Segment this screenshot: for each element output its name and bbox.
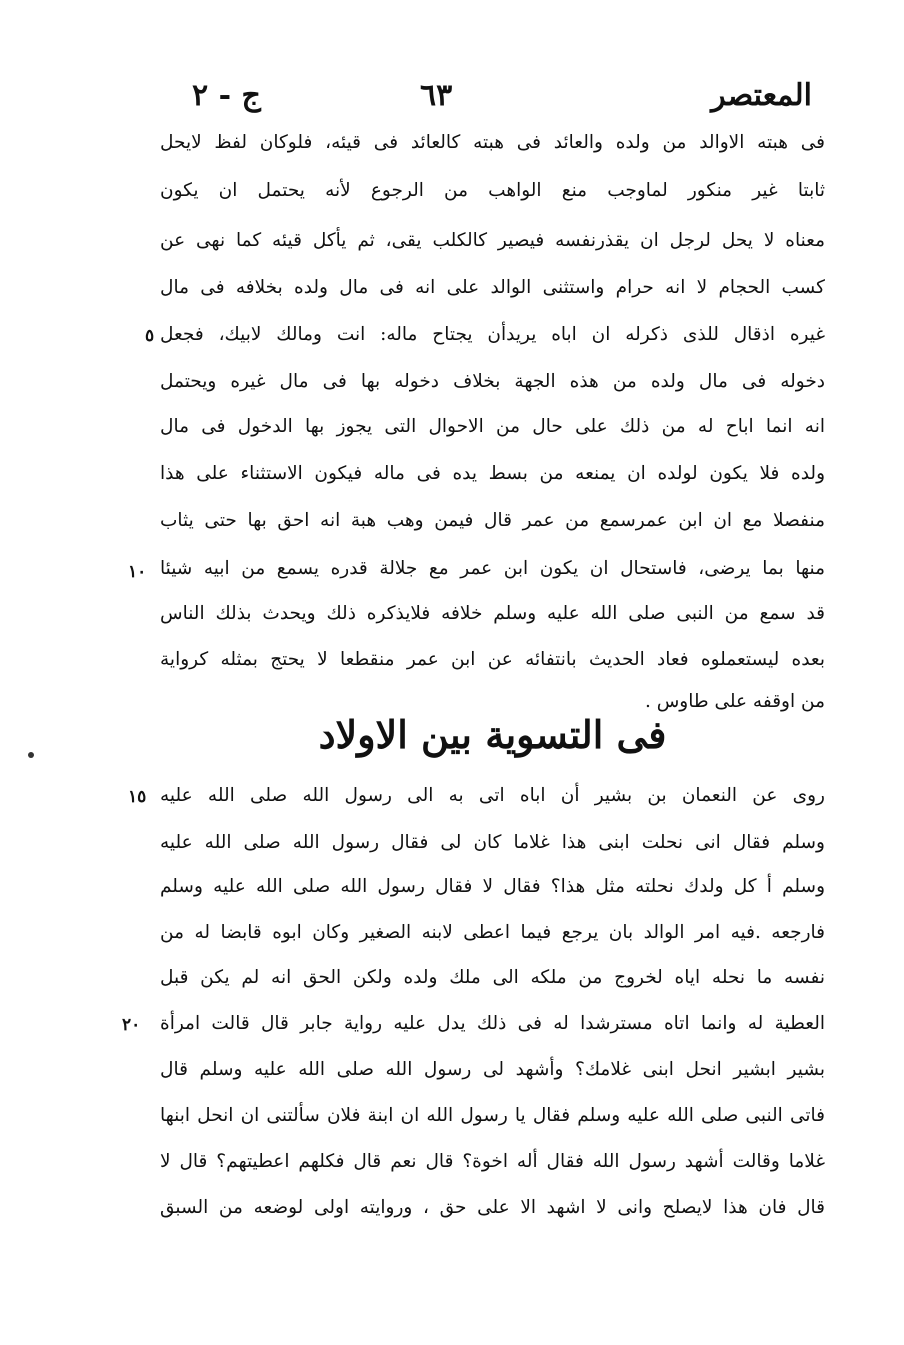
text-line: دخوله فى مال ولده من هذه الجهة بخلاف دخوله بها فى مال غيره ويحتمل: [160, 371, 825, 392]
margin-line-number: ٥: [145, 326, 155, 346]
text-line: فى هبته الاوالد من ولده والعائد فى هبته كالعائد فى قيئه، فلوكان لفظ لايحل: [160, 132, 825, 153]
text-line: بشير ابشير انحل ابنى غلامك؟ وأشهد لى رسول الله صلى الله عليه وسلم قال: [160, 1059, 825, 1080]
volume-label: ج - ٢: [192, 78, 261, 113]
text-line: وسلم أ كل ولدك نحلته مثل هذا؟ فقال لا فقال رسول الله صلى الله عليه وسلم: [160, 876, 825, 897]
book-title: المعتصر: [711, 78, 812, 113]
margin-line-number: ١٥: [128, 787, 147, 807]
text-line: غلاما وقالت أشهد رسول الله فقال أله اخوة؟ قال نعم قال فكلهم اعطيتهم؟ قال لا: [160, 1151, 825, 1172]
text-line: فاتى النبى صلى الله عليه وسلم فقال يا رسول الله ان ابنة فلان سألتنى ان انحل ابنها: [160, 1105, 825, 1126]
text-line: فارجعه .فيه امر الوالد بان يرجع فيما اعطى لابنه الصغير وكان ابوه قابضا له من: [160, 922, 825, 943]
text-line: معناه لا يحل لرجل ان يقذرنفسه فيصير كالكلب يقى، ثم يأكل قيئه كما نهى عن: [160, 230, 825, 251]
scan-speck: [28, 752, 34, 758]
text-line: غيره اذقال للذى ذكرله ان اباه يريدأن يجتاح ماله: انت ومالك لابيك، فجعل: [160, 324, 825, 345]
text-line: منفصلا مع ان ابن عمرسمع من عمر قال فيمن وهب هبة انه احق بها حتى يثاب: [160, 510, 825, 531]
margin-line-number: ٢٠: [122, 1015, 141, 1035]
text-line: كسب الحجام لا انه حرام واستثنى الوالد على انه فى مال ولده بخلافه فى مال: [160, 277, 825, 298]
text-line: قد سمع من النبى صلى الله عليه وسلم خلافه فلايذكره ذلك ويحدث بذلك الناس: [160, 603, 825, 624]
text-line: انه انما اباح له من ذلك على حال من الاحوال التى يجوز بها الدخول فى مال: [160, 416, 825, 437]
text-line: قال فان هذا لايصلح وانى لا اشهد الا على حق ، وروايته اولى لوضعه من السبق: [160, 1197, 825, 1218]
text-line: بعده ليستعملوه فعاد الحديث بانتفائه عن ابن عمر منقطعا لا يحتج بمثله كرواية: [160, 649, 825, 670]
text-line: منها بما يرضى، فاستحال ان يكون ابن عمر مع جلالة قدره يسمع من ابيه شيئا: [160, 558, 825, 579]
text-line: ثابتا غير منكور لماوجب منع الواهب من الرجوع لأنه يحتمل ان يكون: [160, 180, 825, 201]
text-line: روى عن النعمان بن بشير أن اباه اتى به الى رسول الله صلى الله عليه: [160, 785, 825, 806]
text-line: من اوقفه على طاوس .: [644, 691, 825, 712]
text-line: نفسه ما نحله اياه لخروج من ملكه الى ملك ولده ولكن الحق انه لم يكن قبل: [160, 967, 825, 988]
text-line: العطية له وانما اتاه مسترشدا له فى ذلك يدل عليه رواية جابر قال قالت امرأة: [160, 1013, 825, 1034]
text-line: وسلم فقال انى نحلت ابنى هذا غلاما كان لى فقال رسول الله صلى الله عليه: [160, 832, 825, 853]
section-heading: فى التسوية بين الاولاد: [318, 712, 667, 757]
page-number: ٦٣: [420, 78, 453, 113]
margin-line-number: ١٠: [128, 562, 147, 582]
text-line: ولده فلا يكون لولده ان يمنعه من بسط يده فى ماله فيكون الاستثناء على هذا: [160, 463, 825, 484]
